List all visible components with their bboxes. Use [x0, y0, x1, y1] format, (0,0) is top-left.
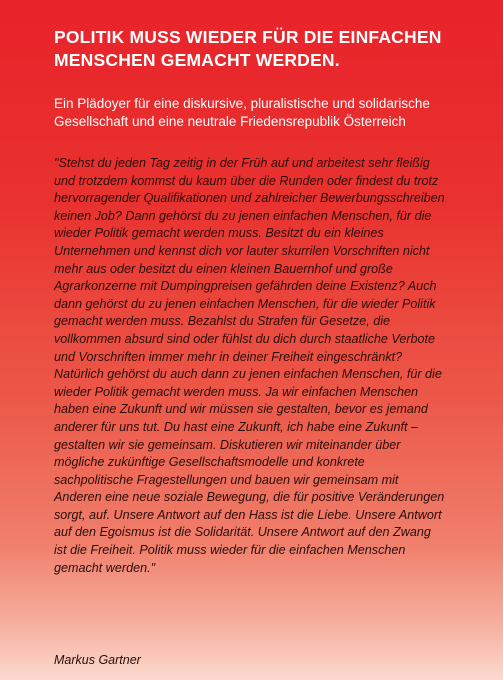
quote-text: "Stehst du jeden Tag zeitig in der Früh auf und arbeitest sehr fleißig und trotzdem kommst du kaum über die Runden oder findest du trotz hervorragender Qualifikationen und zahlreicher Bewerbungsschreiben keinen Job? Dann gehörst du zu jenen einfachen Menschen, für die wieder Politik gemacht werden muss. Besitzt du ein kleines Unternehmen und kennst dich vor lauter skurrilen Vorschriften nicht mehr aus oder besitzt du einen kleinen Bauernhof und große Agrarkonzerne mit Dumpingpreisen gefährden deine Existenz? Auch dann gehörst du zu jenen einfachen Menschen, für die wieder Politik gemacht werden muss. Bezahlst du Strafen für Gesetze, die vollkommen absurd sind oder fühlst du dich durch staatliche Verbote und Vorschriften immer mehr in deiner Freiheit eingeschränkt? Natürlich gehörst du auch dann zu jenen einfachen Menschen, für die wieder Politik gemacht werden muss. Ja wir einfachen Menschen haben eine Zukunft und wir müssen sie gestalten, bevor es jemand anderer für uns tut. Du hast eine Zukunft, ich habe eine Zukunft – gestalten wir sie gemeinsam. Diskutieren wir miteinander über mögliche zukünftige Gesellschaftsmodelle und konkrete sachpolitische Fragestellungen und bauen wir gemeinsam mit Anderen eine neue soziale Bewegung, die für positive Veränderungen sorgt, auf. Unsere Antwort auf den Hass ist die Liebe. Unsere Antwort auf den Egoismus ist die Solidarität. Unsere Antwort auf den Zwang ist die Freiheit. Politik muss wieder für die einfachen Menschen gemacht werden."	[54, 156, 445, 575]
author-name: Markus Gartner	[54, 653, 141, 667]
subtitle: Ein Plädoyer für eine diskursive, pluralistische und solidarische Gesellschaft und eine neutrale Friedensrepublik Österreich	[54, 96, 430, 129]
headline: POLITIK MUSS WIEDER FÜR DIE EINFACHEN MENSCHEN GEMACHT WERDEN.	[54, 27, 442, 70]
